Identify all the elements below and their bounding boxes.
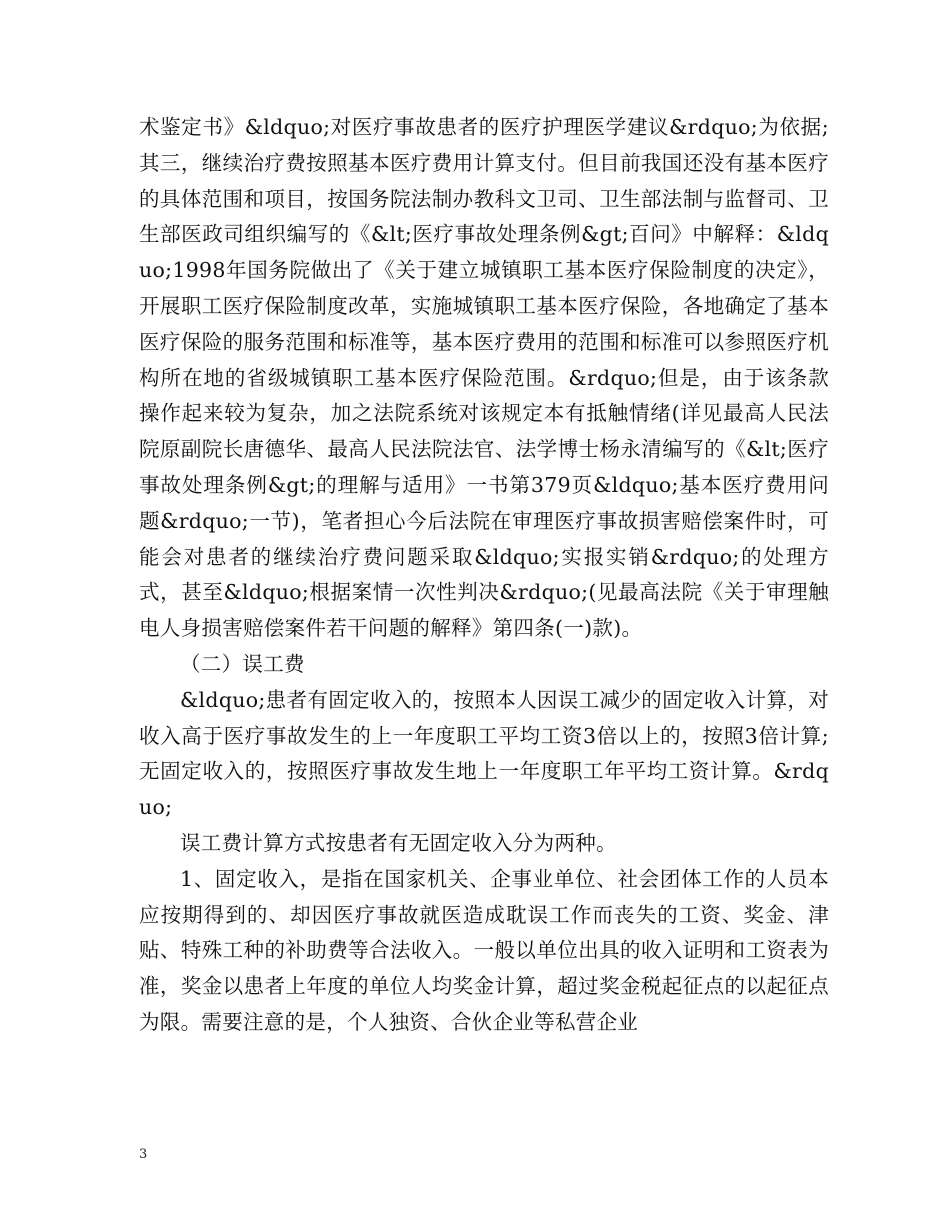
- page-number: 3: [139, 1147, 148, 1162]
- paragraph-calculation-methods: 误工费计算方式按患者有无固定收入分为两种。: [180, 830, 617, 855]
- paragraph-regulation-quote: &ldquo;患者有固定收入的，按照本人因误工减少的固定收入计算，对收入高于医疗事故发生的上一年度职工平均工资3倍以上的，按照3倍计算;无固定收入的，按照医疗事故发生地上一年度职工年平均工资计算。&rdquo;: [139, 687, 829, 820]
- paragraph-fixed-income: 1、固定收入，是指在国家机关、企事业单位、社会团体工作的人员本应按期得到的、却因医疗事故就医造成耽误工作而丧失的工资、奖金、津贴、特殊工种的补助费等合法收入。一般以单位出具的收入证明和工资表为准，奖金以患者上年度的单位人均奖金计算，超过奖金税起征点的以起征点为限。需要注意的是，个人独资、合伙企业等私营企业: [139, 866, 829, 1034]
- section-heading-lost-wages: （二）误工费: [180, 651, 305, 676]
- paragraph-continuation: 术鉴定书》&ldquo;对医疗事故患者的医疗护理医学建议&rdquo;为依据;其三，继续治疗费按照基本医疗费用计算支付。但目前我国还没有基本医疗的具体范围和项目，按国务院法制办教科文卫司、卫生部法制与监督司、卫生部医政司组织编写的《&lt;医疗事故处理条例&gt;百问》中解释：&ldquo;1998年国务院做出了《关于建立城镇职工基本医疗保险制度的决定》，开展职工医疗保险制度改革，实施城镇职工基本医疗保险，各地确定了基本医疗保险的服务范围和标准等，基本医疗费用的范围和标准可以参照医疗机构所在地的省级城镇职工基本医疗保险范围。&rdquo;但是，由于该条款操作起来较为复杂，加之法院系统对该规定本有抵触情绪(详见最高人民法院原副院长唐德华、最高人民法院法官、法学博士杨永清编写的《&lt;医疗事故处理条例&gt;的理解与适用》一书第379页&ldquo;基本医疗费用问题&rdquo;一节)，笔者担心今后法院在审理医疗事故损害赔偿案件时，可能会对患者的继续治疗费问题采取&ldquo;实报实销&rdquo;的处理方式，甚至&ldquo;根据案情一次性判决&rdquo;(见最高法院《关于审理触电人身损害赔偿案件若干问题的解释》第四条(一)款)。: [139, 115, 829, 641]
- page-body: [139, 110, 829, 1041]
